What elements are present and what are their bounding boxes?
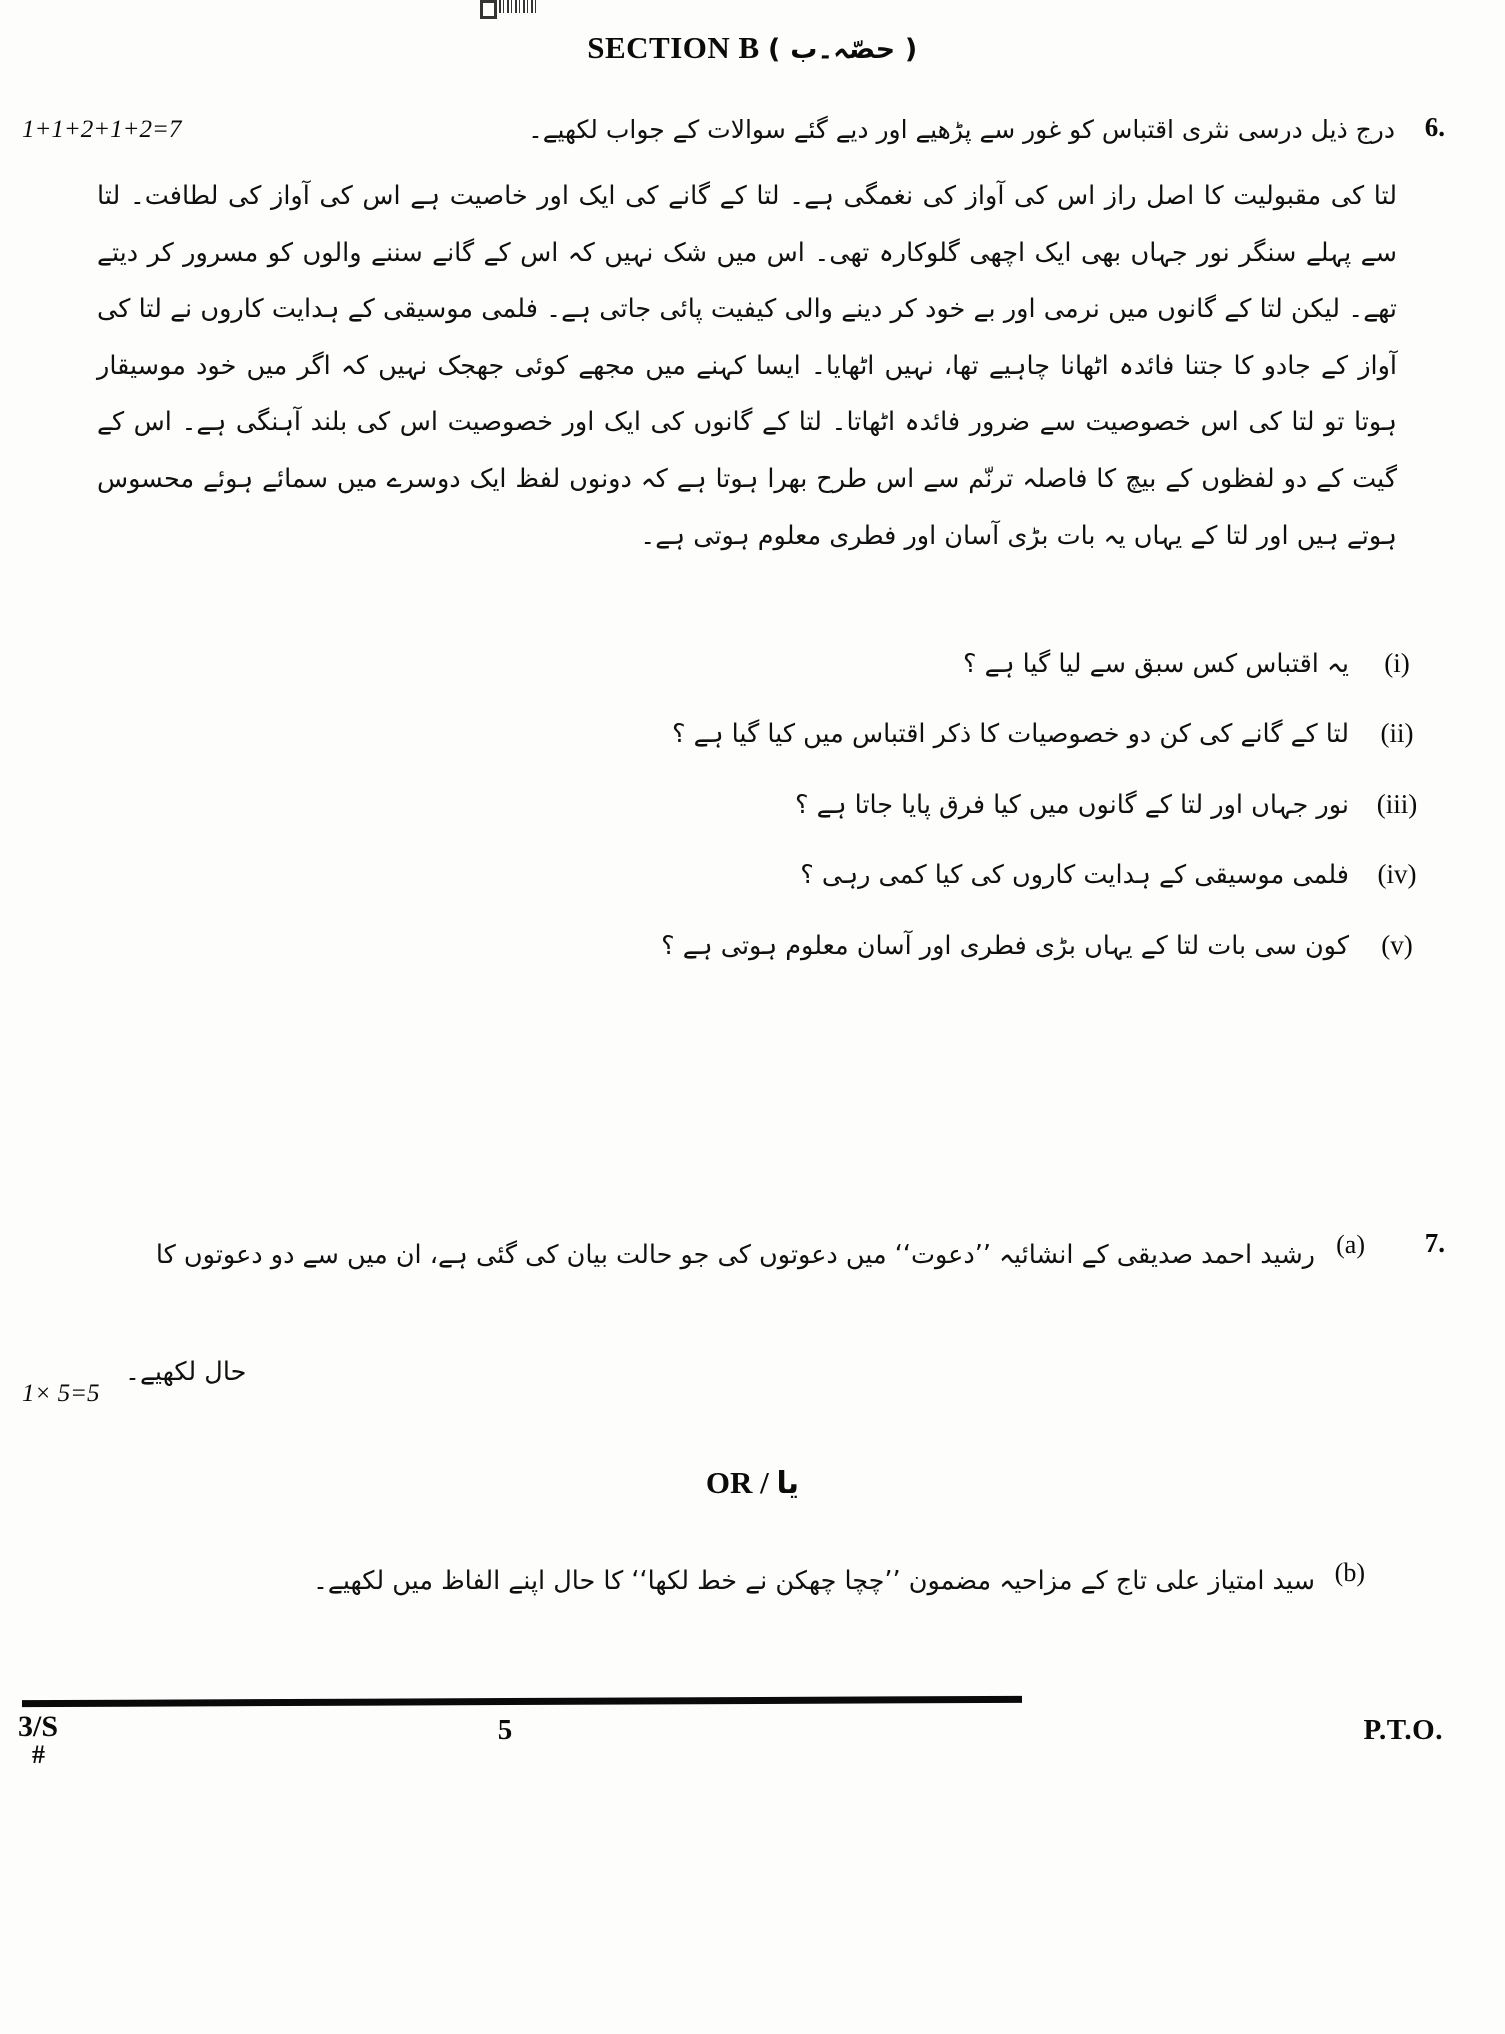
sub-question-v-roman: (v): [1381, 929, 1413, 960]
hash-mark: #: [32, 1740, 45, 1769]
page-number: 5: [497, 1714, 513, 1746]
sub-question-iii: [65, 781, 1445, 829]
sub-question-iv-roman: (iv): [1377, 859, 1417, 890]
question-number-7: 7.: [1424, 1228, 1445, 1258]
barcode-bars: [499, 0, 536, 13]
section-label-urdu: ( حصّہ۔ب ): [767, 34, 918, 65]
question-7b-label: (b): [1334, 1558, 1365, 1587]
sub-question-iii-text: نور جہاں اور لتا کے گانوں میں کیا فرق پایا جاتا ہے ؟: [795, 789, 1349, 820]
footer-divider: [22, 1696, 1022, 1707]
barcode-square: [480, 0, 497, 19]
sub-question-v-text: کون سی بات لتا کے یہاں بڑی فطری اور آسان معلوم ہوتی ہے ؟: [661, 930, 1349, 961]
sub-question-ii-text: لتا کے گانے کی کن دو خصوصیات کا ذکر اقتباس میں کیا گیا ہے ؟: [672, 719, 1349, 750]
question-7a-label: (a): [1336, 1230, 1365, 1259]
passage-paragraph: لتا کی مقبولیت کا اصل راز اس کی آواز کی نغمگی ہے۔ لتا کے گانے کی ایک اور خاصیت ہے اس کی آواز کی لطافت۔ لتا سے پہلے سنگر نور جہاں بھی ایک اچھی گلوکارہ تھی۔ اس میں شک نہیں کہ اس کے گانے سننے والوں کو مسرور کر دیتے تھے۔ لیکن لتا کے گانوں میں نرمی اور بے خود کر دینے والی کیفیت پائی جاتی ہے۔ فلمی موسیقی کے ہدایت کاروں نے لتا کی آواز کے جادو کا جتنا فائدہ اٹھانا چاہیے تھا، نہیں اٹھایا۔ ایسا کہنے میں مجھے کوئی جھجک نہیں کہ اگر میں خود موسیقار ہوتا تو لتا کی اس خصوصیت سے ضرور فائدہ اٹھاتا۔ لتا کے گانوں کی ایک اور خصوصیت اس کی بلند آہنگی ہے۔ اس کے گیت کے دو لفظوں کے بیچ کا فاصلہ ترنّم سے اس طرح بھرا ہوتا ہے کہ دونوں لفظ ایک دوسرے میں سمائے ہوئے محسوس ہوتے ہیں اور لتا کے یہاں یہ بات بڑی آسان اور فطری معلوم ہوتی ہے۔: [97, 181, 1397, 551]
section-label: SECTION B: [587, 30, 760, 65]
question-6-stem: درج ذیل درسی نثری اقتباس کو غور سے پڑھیے اور دیے گئے سوالات کے جواب لکھیے۔: [528, 115, 1395, 144]
or-divider: [0, 1465, 1505, 1501]
sub-question-iii-roman: (iii): [1376, 788, 1418, 819]
question-6-passage: [97, 168, 1397, 564]
sub-question-i: [65, 640, 1445, 688]
pto-label: P.T.O.: [1363, 1714, 1443, 1746]
sub-question-ii-roman: (ii): [1380, 718, 1414, 749]
question-7a-text-continued: حال لکھیے۔: [125, 1357, 247, 1387]
question-6-sub-list: [65, 640, 1445, 992]
or-label-urdu: یا: [776, 1466, 800, 1501]
sub-question-iv-text: فلمی موسیقی کے ہدایت کاروں کی کیا کمی رہی ؟: [800, 860, 1349, 891]
or-label-english: OR /: [705, 1465, 769, 1500]
sub-question-v: [65, 922, 1445, 970]
section-heading: [0, 30, 1505, 66]
barcode-icon: [480, 0, 536, 22]
sub-question-iv: [65, 851, 1445, 899]
marks-question-7: 1× 5=5: [22, 1380, 100, 1407]
sub-question-i-roman: (i): [1384, 648, 1410, 678]
paper-code-text: 3/S: [18, 1710, 59, 1743]
question-number-6: 6.: [1424, 112, 1445, 142]
marks-question-6: 1+1+2+1+2=7: [22, 116, 182, 143]
question-7a-text: رشید احمد صدیقی کے انشائیہ ’’دعوت‘‘ میں دعوتوں کی جو حالت بیان کی گئی ہے، ان میں سے دو دعوتوں کا: [155, 1240, 1315, 1270]
sub-question-ii: [65, 710, 1445, 758]
question-7b-text: سید امتیاز علی تاج کے مزاحیہ مضمون ’’چچا چھکن نے خط لکھا‘‘ کا حال اپنے الفاظ میں لکھیے۔: [312, 1566, 1315, 1596]
sub-question-i-text: یہ اقتباس کس سبق سے لیا گیا ہے ؟: [963, 649, 1349, 679]
